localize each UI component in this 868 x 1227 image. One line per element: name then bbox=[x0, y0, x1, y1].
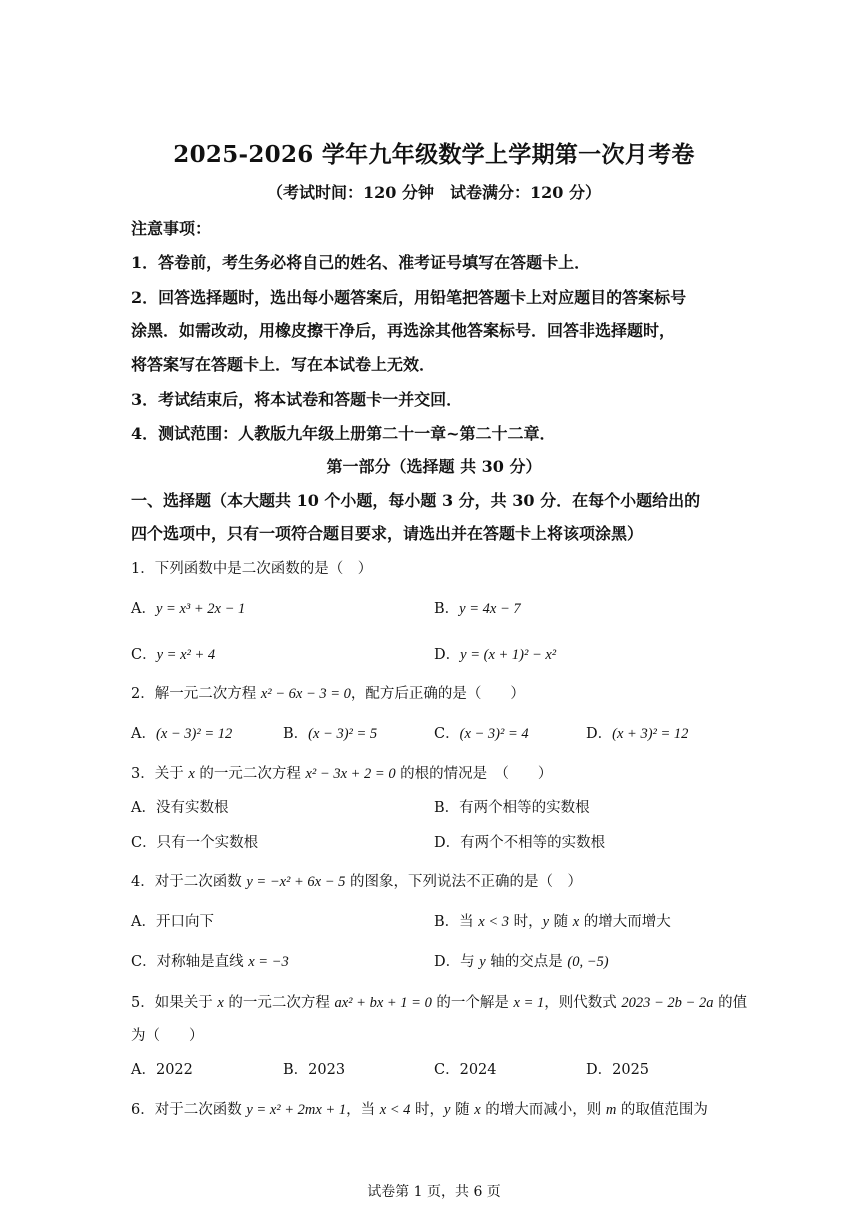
stem-text: ，当 bbox=[346, 1102, 380, 1118]
option-text: 时， bbox=[509, 914, 543, 930]
option-var: x bbox=[572, 914, 580, 930]
part-heading: 第一部分（选择题 共 30 分） bbox=[326, 457, 542, 476]
stem-text: 的根的情况是 （ ） bbox=[395, 766, 553, 782]
stem-math: ax² + bx + 1 = 0 bbox=[334, 995, 432, 1011]
question-5-option-a: A．2022 bbox=[131, 1062, 193, 1078]
option-math: y = x³ + 2x − 1 bbox=[155, 601, 246, 617]
stem-text: 时， bbox=[410, 1102, 445, 1118]
page-title: 2025-2026 学年九年级数学上学期第一次月考卷 bbox=[173, 141, 695, 168]
question-4-stem bbox=[131, 870, 582, 891]
exam-subtitle: （考试时间：120 分钟 试卷满分：120 分） bbox=[267, 183, 601, 202]
stem-text: 2．解一元二次方程 bbox=[131, 686, 261, 702]
option-math: x < 3 bbox=[478, 914, 509, 930]
question-1-option-b bbox=[434, 597, 521, 618]
question-6-stem bbox=[131, 1098, 708, 1119]
stem-math: y = −x² + 6x − 5 bbox=[246, 874, 346, 890]
option-text: 随 bbox=[549, 914, 573, 930]
stem-math: x < 4 bbox=[379, 1102, 411, 1118]
option-label: D． bbox=[586, 726, 613, 742]
question-2-option-b bbox=[283, 722, 377, 743]
option-label: B． bbox=[283, 726, 309, 742]
option-math: x = −3 bbox=[248, 954, 289, 970]
stem-text: 的取值范围为 bbox=[616, 1102, 708, 1118]
option-var: y bbox=[479, 954, 486, 970]
question-5-stem-cont: 为（ ） bbox=[131, 1028, 204, 1044]
question-1-option-d bbox=[434, 643, 556, 664]
question-2-option-d bbox=[586, 722, 688, 743]
stem-text: 的一个解是 bbox=[431, 995, 514, 1011]
option-math: y = x² + 4 bbox=[156, 647, 216, 663]
page-footer: 试卷第 1 页，共 6 页 bbox=[367, 1184, 501, 1200]
question-3-option-a: A．没有实数根 bbox=[131, 800, 229, 816]
option-math: y = (x + 1)² − x² bbox=[460, 647, 557, 663]
stem-math: 2023 − 2b − 2a bbox=[621, 995, 714, 1011]
stem-text: 的增大而减小，则 bbox=[480, 1102, 606, 1118]
question-1-stem: 1．下列函数中是二次函数的是（ ） bbox=[131, 561, 373, 577]
question-4-option-b bbox=[434, 910, 671, 931]
option-math: (x − 3)² = 5 bbox=[308, 726, 378, 742]
stem-text: 4．对于二次函数 bbox=[131, 874, 247, 890]
question-3-option-b: B．有两个相等的实数根 bbox=[434, 800, 590, 816]
stem-var: x bbox=[217, 995, 224, 1011]
question-1-option-a bbox=[131, 597, 245, 618]
stem-text: 随 bbox=[450, 1102, 475, 1118]
stem-var: x bbox=[188, 766, 195, 782]
option-text: 轴的交点是 bbox=[485, 954, 568, 970]
stem-var: m bbox=[605, 1102, 617, 1118]
question-2-option-c bbox=[434, 722, 529, 743]
stem-math: x² − 3x + 2 = 0 bbox=[305, 766, 396, 782]
notice-line: 2．回答选择题时，选出每小题答案后，用铅笔把答题卡上对应题目的答案标号 bbox=[131, 288, 687, 307]
stem-text: 3．关于 bbox=[131, 766, 189, 782]
question-1-option-c bbox=[131, 643, 215, 664]
question-4-option-d bbox=[434, 950, 609, 971]
question-5-stem bbox=[131, 991, 747, 1012]
option-label: B． bbox=[434, 601, 460, 617]
stem-var: y bbox=[444, 1102, 451, 1118]
stem-text: 的一元二次方程 bbox=[194, 766, 306, 782]
notice-line: 3．考试结束后，将本试卷和答题卡一并交回． bbox=[131, 390, 463, 409]
question-4-option-c bbox=[131, 950, 289, 971]
option-text: 的增大而增大 bbox=[579, 914, 671, 930]
stem-text: 6．对于二次函数 bbox=[131, 1102, 247, 1118]
question-3-stem bbox=[131, 762, 552, 783]
section-heading: 一、选择题（本大题共 10 个小题，每小题 3 分，共 30 分．在每个小题给出的 bbox=[131, 491, 701, 510]
option-label: D． bbox=[434, 647, 461, 663]
stem-math: y = x² + 2mx + 1 bbox=[246, 1102, 347, 1118]
stem-math: x = 1 bbox=[513, 995, 545, 1011]
question-2-stem bbox=[131, 682, 525, 703]
stem-text: 的一元二次方程 bbox=[223, 995, 335, 1011]
option-text: D．与 bbox=[434, 954, 480, 970]
stem-text: ，配方后正确的是（ ） bbox=[350, 686, 525, 702]
option-text: B．当 bbox=[434, 914, 479, 930]
option-math: (x + 3)² = 12 bbox=[612, 726, 689, 742]
question-5-option-b: B．2023 bbox=[283, 1062, 346, 1078]
option-math: (x − 3)² = 12 bbox=[155, 726, 233, 742]
question-5-option-d: D．2025 bbox=[586, 1062, 650, 1078]
option-math: (0, −5) bbox=[567, 954, 609, 970]
question-2-option-a bbox=[131, 722, 232, 743]
stem-var: x bbox=[474, 1102, 481, 1118]
notice-line: 1．答卷前，考生务必将自己的姓名、准考证号填写在答题卡上． bbox=[131, 253, 591, 272]
notice-line: 4．测试范围：人教版九年级上册第二十一章~第二十二章． bbox=[131, 424, 556, 443]
option-label: C． bbox=[434, 726, 460, 742]
option-label: A． bbox=[131, 726, 156, 742]
question-3-option-c: C．只有一个实数根 bbox=[131, 835, 259, 851]
option-math: (x − 3)² = 4 bbox=[459, 726, 529, 742]
stem-text: 的图象，下列说法不正确的是（ ） bbox=[345, 874, 582, 890]
option-text: C．对称轴是直线 bbox=[131, 954, 249, 970]
stem-text: 的值 bbox=[713, 995, 748, 1011]
notice-line: 涂黑．如需改动，用橡皮擦干净后，再选涂其他答案标号．回答非选择题时， bbox=[131, 321, 676, 340]
stem-math: x² − 6x − 3 = 0 bbox=[260, 686, 351, 702]
stem-text: 5．如果关于 bbox=[131, 995, 218, 1011]
stem-text: ，则代数式 bbox=[544, 995, 622, 1011]
question-4-option-a: A．开口向下 bbox=[131, 914, 214, 930]
notice-line: 将答案写在答题卡上．写在本试卷上无效． bbox=[131, 355, 436, 374]
option-label: C． bbox=[131, 647, 157, 663]
option-math: y = 4x − 7 bbox=[459, 601, 521, 617]
question-3-option-d: D．有两个不相等的实数根 bbox=[434, 835, 606, 851]
section-heading: 四个选项中，只有一项符合题目要求，请选出并在答题卡上将该项涂黑） bbox=[131, 524, 644, 543]
question-5-option-c: C．2024 bbox=[434, 1062, 497, 1078]
option-label: A． bbox=[131, 601, 156, 617]
notice-heading: 注意事项： bbox=[131, 219, 212, 238]
option-var: y bbox=[542, 914, 550, 930]
